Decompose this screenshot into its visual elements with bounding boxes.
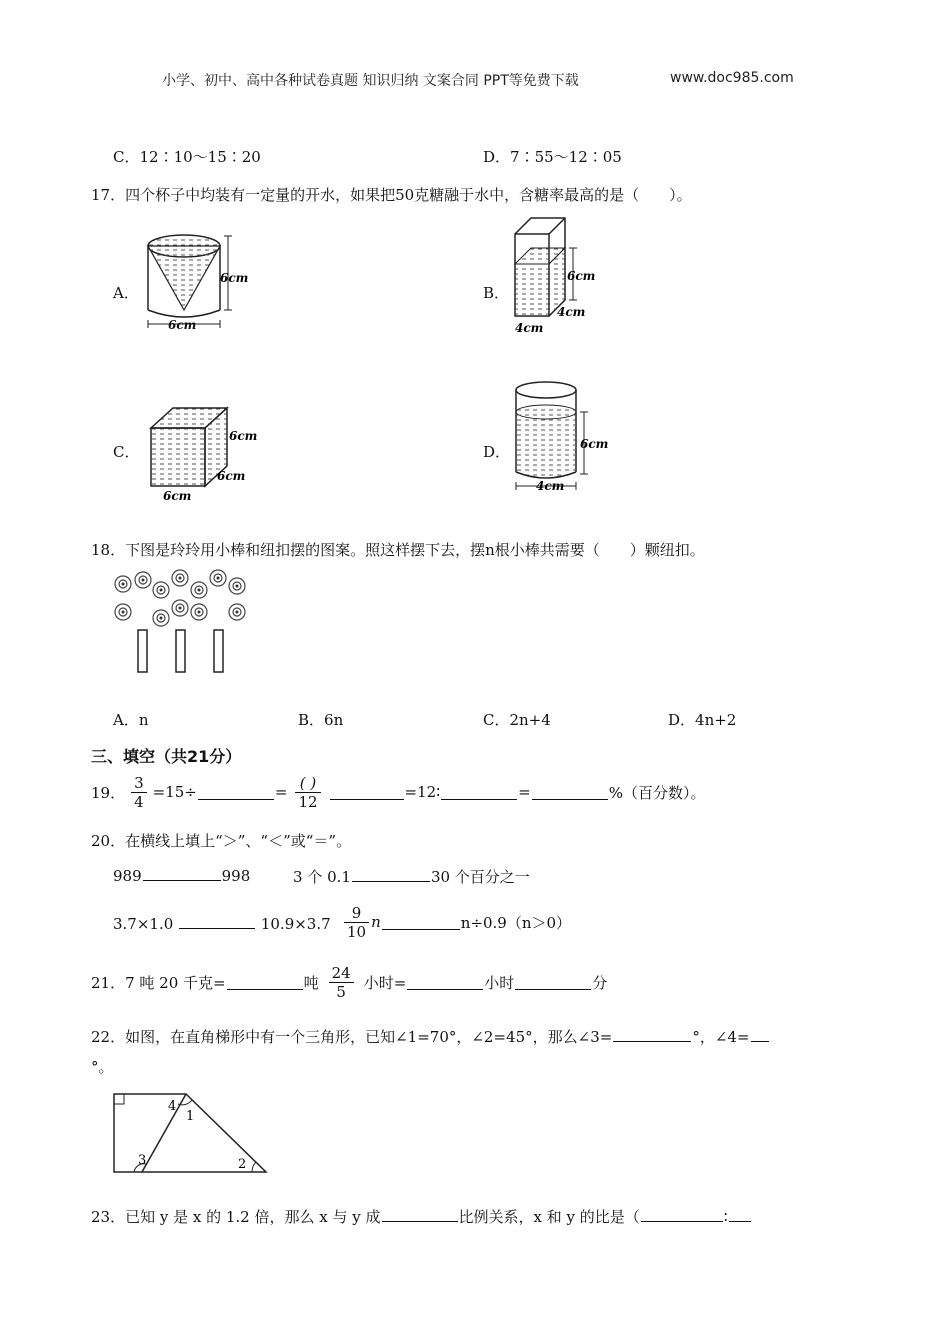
fig-a-height: 6cm: [220, 271, 249, 285]
q18-option-c: C．2n+4: [483, 711, 551, 729]
q21-line: [91, 960, 607, 1004]
q22-line1: 22．如图，在直角梯形中有一个三角形，已知∠1=70°，∠2=45°，那么∠3= °，∠4=: [91, 1026, 770, 1047]
fig-d-height: 6cm: [580, 437, 609, 451]
q19-number: 19．: [91, 783, 126, 802]
fig-b-width: 4cm: [515, 321, 544, 335]
q17-figure-b: [505, 212, 615, 342]
q18-option-b: B．6n: [298, 711, 344, 729]
fig-d-width: 4cm: [536, 479, 565, 493]
fig-a-width: 6cm: [168, 318, 197, 332]
q21-part5: 分: [592, 973, 608, 992]
q19-seg2: =: [274, 783, 288, 801]
angle-1-label: 1: [186, 1109, 195, 1124]
stick-icon: [214, 630, 223, 672]
q16-option-d: D．7∶55～12∶05: [483, 148, 622, 166]
q19-fraction-3-4: $\frac{3}{4}$: [131, 774, 147, 811]
fig-b-depth: 4cm: [557, 305, 586, 319]
fig-c-height: 6cm: [229, 429, 258, 443]
q17-figure-a: [140, 228, 260, 338]
q21-part4: 小时: [484, 973, 515, 992]
q18-option-d: D．4n+2: [668, 711, 737, 729]
q19-blank-3[interactable]: [441, 785, 517, 800]
q21-part1: 21．7 吨 20 千克=: [91, 973, 226, 992]
stick-icon: [176, 630, 185, 672]
q23-blank-1[interactable]: [382, 1207, 458, 1222]
angle-3-label: 3: [138, 1153, 147, 1168]
q19-fraction-blank-12[interactable]: $\frac{( )}{12}$: [295, 774, 320, 811]
q21-fraction-24-5: $\frac{24}{5}$: [329, 964, 354, 1001]
q22-blank-1[interactable]: [613, 1027, 691, 1042]
section3-title: 三、填空（共21分）: [91, 747, 242, 766]
q22-blank-2[interactable]: [751, 1027, 769, 1042]
q18-stem: 18．下图是玲玲用小棒和纽扣摆的图案。照这样摆下去，摆n根小棒共需要（ ）颗纽扣。: [91, 541, 705, 559]
q21-blank-2[interactable]: [407, 975, 483, 990]
q17-label-a: A．: [113, 284, 139, 302]
q21-blank-3[interactable]: [515, 975, 591, 990]
q19-line: [91, 770, 705, 814]
q20-var-n: n: [371, 913, 381, 931]
q20-row2-b-right: n÷0.9（n＞0）: [460, 913, 572, 932]
q19-seg4: =: [518, 783, 531, 801]
q18-option-a: A．n: [113, 711, 149, 729]
q17-label-d: D．: [483, 443, 511, 461]
angle-2-label: 2: [238, 1157, 247, 1172]
q19-seg3: =12∶: [404, 783, 441, 801]
q19-blank-1[interactable]: [198, 785, 274, 800]
q20-row2-a: 3.7×1.0 10.9×3.7: [113, 915, 331, 933]
q23-line: 23．已知 y 是 x 的 1.2 倍，那么 x 与 y 成 比例关系，x 和 y 的比是（ ∶: [91, 1206, 752, 1227]
q21-part2: 吨: [303, 973, 319, 992]
q17-figure-c: [143, 402, 273, 504]
q20-row1-a: 989 998: [113, 867, 251, 885]
q19-blank-4[interactable]: [532, 785, 608, 800]
q21-blank-1[interactable]: [227, 975, 303, 990]
q17-label-c: C．: [113, 443, 140, 461]
q20-blank-2[interactable]: [352, 867, 430, 882]
q17-label-b: B．: [483, 284, 510, 302]
header-url[interactable]: www.doc985.com: [670, 70, 794, 86]
q22-trapezoid-figure: [108, 1088, 278, 1178]
q22-line2: °。: [91, 1058, 114, 1076]
q18-figure-buttons-sticks: [108, 568, 258, 678]
q23-blank-2[interactable]: [641, 1207, 723, 1222]
q20-fraction-9-10: $\frac{9}{10}$: [344, 904, 369, 941]
q16-option-c: C．12∶10～15∶20: [113, 148, 261, 166]
fig-c-depth: 6cm: [217, 469, 246, 483]
angle-4-label: 4: [168, 1099, 177, 1114]
q17-figure-d: [508, 378, 618, 496]
q19-seg5: %（百分数）。: [608, 783, 706, 802]
q19-blank-2[interactable]: [330, 785, 404, 800]
q20-blank-4[interactable]: [382, 915, 460, 930]
q21-part3: 小时=: [363, 973, 407, 992]
stick-icon: [138, 630, 147, 672]
q20-row1-b: 3 个 0.1 30 个百分之一: [293, 868, 530, 886]
fig-b-height: 6cm: [567, 269, 596, 283]
q20-row2-b: [344, 900, 571, 944]
header-left-text: 小学、初中、高中各种试卷真题 知识归纳 文案合同 PPT等免费下载: [162, 73, 579, 89]
fig-c-width: 6cm: [163, 489, 192, 503]
q23-blank-3[interactable]: [729, 1207, 751, 1222]
q20-stem: 20．在横线上填上“＞”、“＜”或“＝”。: [91, 832, 352, 850]
q20-blank-3[interactable]: [179, 914, 255, 929]
q17-stem: 17．四个杯子中均装有一定量的开水，如果把50克糖融于水中，含糖率最高的是（ ）。: [91, 186, 692, 204]
q19-seg1: =15÷: [152, 783, 197, 801]
q20-blank-1[interactable]: [143, 866, 221, 881]
